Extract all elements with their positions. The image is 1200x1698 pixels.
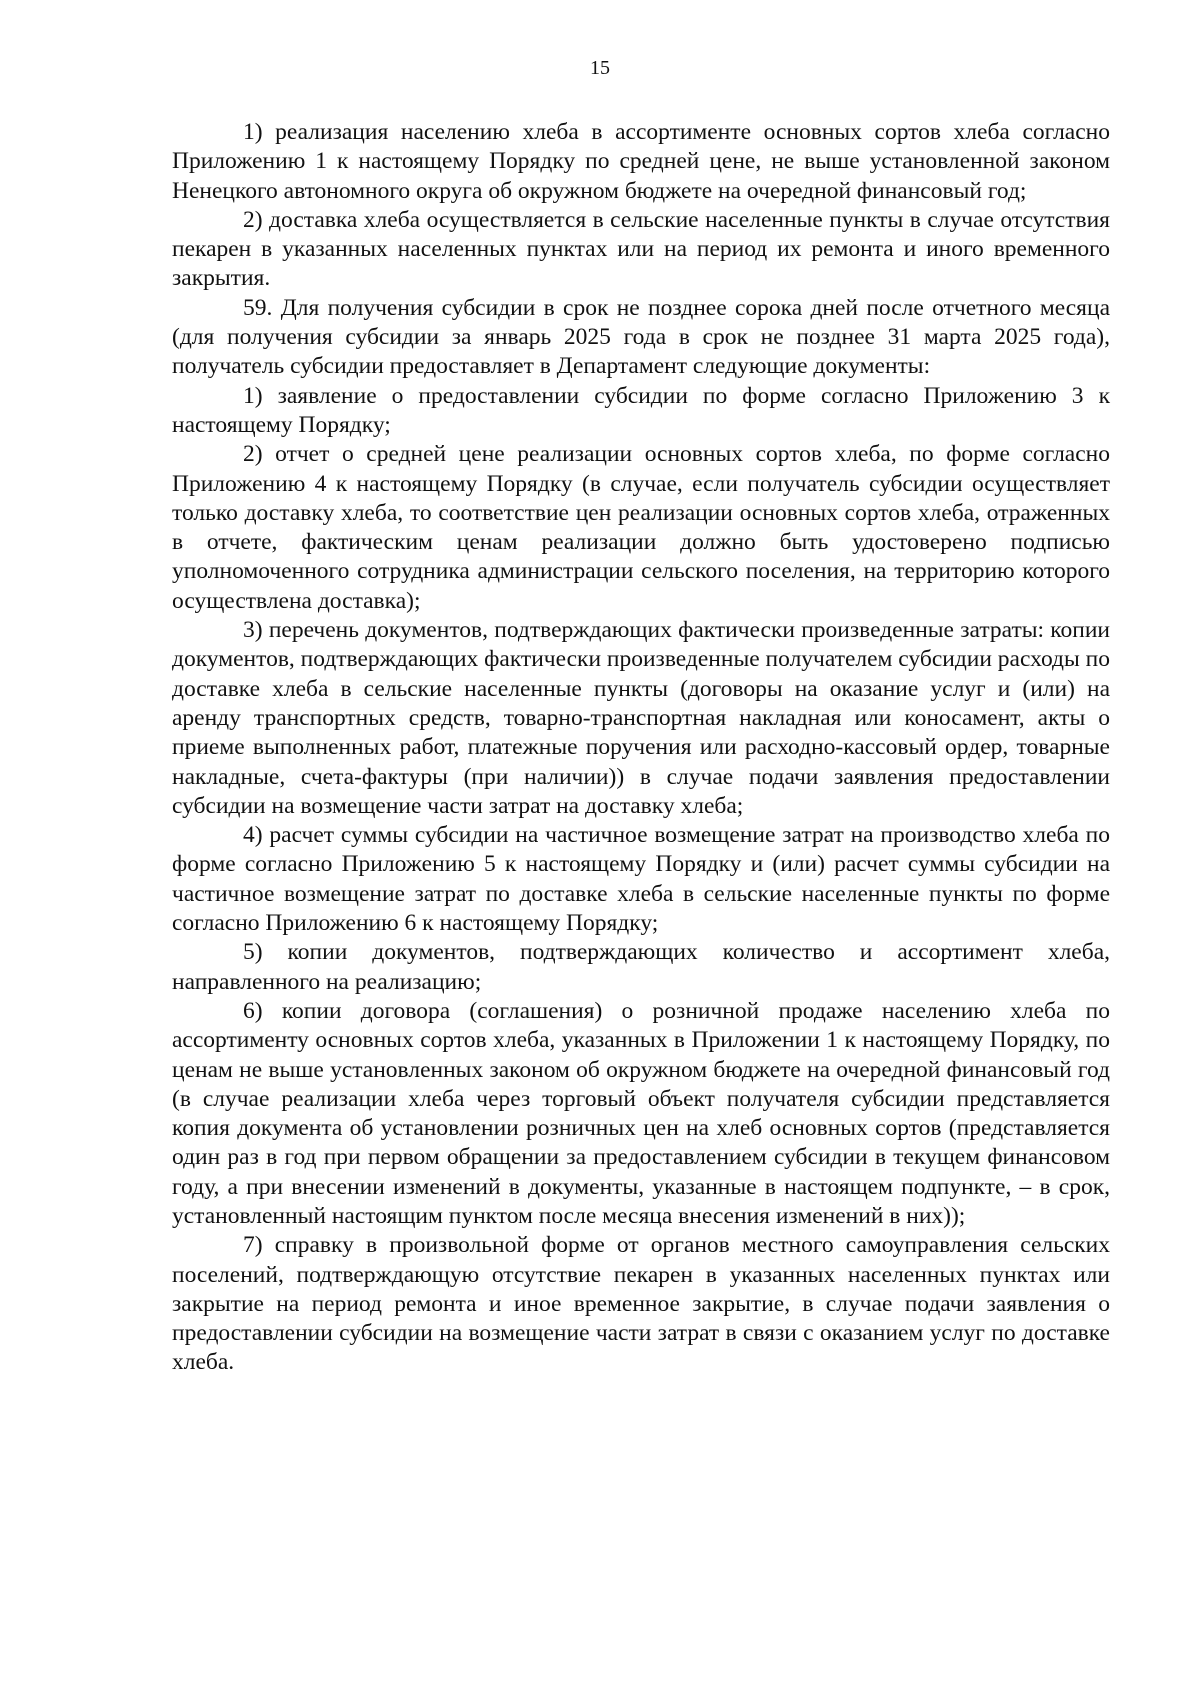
paragraph-doc-1-application: 1) заявление о предоставлении субсидии по форме согласно Приложению 3 к настоящему Порядку; — [172, 382, 1110, 438]
page-number: 15 — [590, 57, 610, 79]
paragraph-doc-4-calculation: 4) расчет суммы субсидии на частичное возмещение затрат на производство хлеба по форме согласно Приложению 5 к настоящему Порядку и (или) расчет суммы субсидии на частичное возмещение затрат по доставке хлеба в сельские населенные пункты по форме согласно Приложению 6 к настоящему Порядку; — [172, 822, 1110, 937]
paragraph-doc-5-copies: 5) копии документов, подтверждающих количество и ассортимент хлеба, направленного на реализацию; — [172, 939, 1110, 995]
paragraph-subitem-2-delivery: 2) доставка хлеба осуществляется в сельские населенные пункты в случае отсутствия пекарен в указанных населенных пунктах или на период их ремонта и иного временного закрытия. — [172, 206, 1110, 292]
paragraph-doc-7-certificate: 7) справку в произвольной форме от органов местного самоуправления сельских поселений, подтверждающую отсутствие пекарен в указанных населенных пунктах или закрытие на период ремонта и иное временное закрытие, в случае подачи заявления о предоставлении субсидии на возмещение части затрат в связи с оказанием услуг по доставке хлеба. — [172, 1232, 1110, 1376]
paragraph-doc-2-report: 2) отчет о средней цене реализации основных сортов хлеба, по форме согласно Приложению 4 к настоящему Порядку (в случае, если получатель субсидии осуществляет только доставку хлеба, то соответствие цен реализации основных сортов хлеба, отраженных в отчете, фактическим ценам реализации должно быть удостоверено подписью уполномоченного сотрудника администрации сельского поселения, на территорию которого осуществлена доставка); — [172, 441, 1110, 614]
paragraph-doc-6-contract: 6) копии договора (соглашения) о розничной продаже населению хлеба по ассортименту основных сортов хлеба, указанных в Приложении 1 к настоящему Порядку, по ценам не выше установленных законом об окружном бюджете на очередной финансовый год (в случае реализации хлеба через торговый объект получателя субсидии представляется копия документа об установлении розничных цен на хлеб основных сортов (представляется один раз в год при первом обращении за предоставлением субсидии в текущем финансовом году, а при внесении изменений в документы, указанные в настоящем подпункте, – в срок, установленный настоящим пунктом после месяца внесения изменений в них)); — [172, 997, 1110, 1229]
paragraph-doc-3-costs-list: 3) перечень документов, подтверждающих фактически произведенные затраты: копии документов, подтверждающих фактически произведенные получателем субсидии расходы по доставке хлеба в сельские населенные пункты (договоры на оказание услуг и (или) на аренду транспортных средств, товарно-транспортная накладная или коносамент, акты о приеме выполненных работ, платежные поручения или расходно-кассовый ордер, товарные накладные, счета-фактуры (при наличии)) в случае подачи заявления предоставлении субсидии на возмещение части затрат на доставку хлеба; — [172, 617, 1110, 819]
paragraph-subitem-1-sale: 1) реализация населению хлеба в ассортименте основных сортов хлеба согласно Приложению 1 к настоящему Порядку по средней цене, не выше установленной законом Ненецкого автономного округа об окружном бюджете на очередной финансовый год; — [172, 119, 1110, 204]
paragraph-clause-59: 59. Для получения субсидии в срок не позднее сорока дней после отчетного месяца (для получения субсидии за январь 2025 года в срок не позднее 31 марта 2025 года), получатель субсидии предоставляет в Департамент следующие документы: — [172, 294, 1110, 380]
document-body — [172, 118, 1110, 1378]
